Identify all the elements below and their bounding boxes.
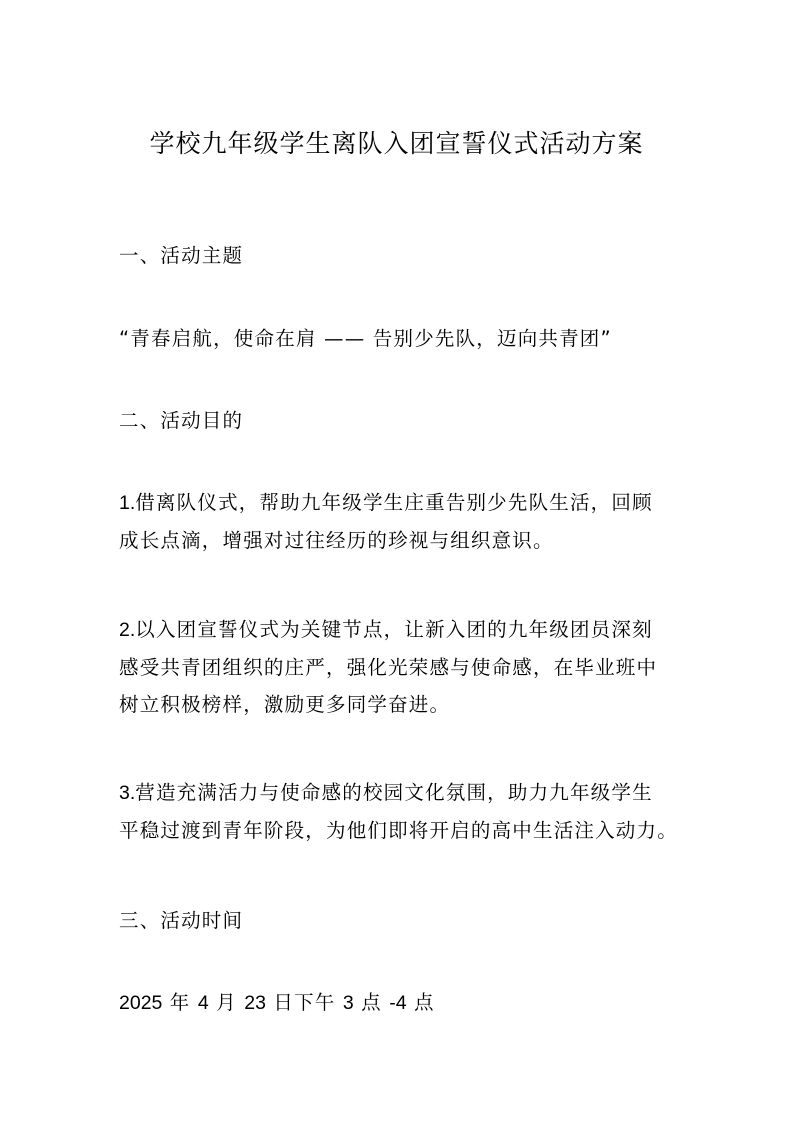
theme-text: “青春启航，使命在肩 —— 告别少先队，迈向共青团” xyxy=(119,327,612,350)
purpose-item-2-line-1 xyxy=(119,611,699,649)
purpose-item-1 xyxy=(119,484,699,559)
time-month: 4 xyxy=(197,992,209,1014)
section-heading-time: 三、活动时间 xyxy=(119,909,244,932)
section-heading-theme: 一、活动主题 xyxy=(119,244,244,267)
time-year-unit: 年 xyxy=(169,991,191,1014)
purpose-item-1-text-1: 借离队仪式，帮助九年级学生庄重告别少先队生活，回顾 xyxy=(135,491,653,514)
purpose-item-1-line-2: 成长点滴，增强对过往经历的珍视与组织意识。 xyxy=(119,529,554,552)
purpose-item-2-line-3: 树立积极榜样，激励更多同学奋进。 xyxy=(119,693,451,716)
purpose-item-2-text-1: 以入团宣誓仪式为关键节点，让新入团的九年级团员深刻 xyxy=(135,618,653,641)
purpose-item-3-line-2: 平稳过渡到青年阶段，为他们即将开启的高中生活注入动力。 xyxy=(119,819,678,842)
purpose-item-3 xyxy=(119,774,699,849)
time-day-unit: 日下午 xyxy=(273,991,336,1014)
purpose-item-3-number: 3. xyxy=(119,782,136,804)
time-start: 3 xyxy=(342,992,354,1014)
time-year: 2025 xyxy=(119,992,163,1014)
time-end: -4 xyxy=(389,992,407,1014)
time-month-unit: 月 xyxy=(216,991,237,1014)
time-day: 23 xyxy=(244,992,266,1014)
purpose-item-2-number: 2. xyxy=(119,619,136,641)
purpose-item-3-line-1 xyxy=(119,774,699,812)
document-title: 学校九年级学生离队入团宣誓仪式活动方案 xyxy=(149,129,644,158)
purpose-item-1-number: 1. xyxy=(119,492,136,514)
section-heading-purpose: 二、活动目的 xyxy=(119,409,244,432)
time-end-unit: 点 xyxy=(414,991,435,1014)
activity-time xyxy=(119,984,699,1022)
purpose-item-2 xyxy=(119,611,699,723)
purpose-item-3-text-1: 营造充满活力与使命感的校园文化氛围，助力九年级学生 xyxy=(135,781,653,804)
purpose-item-2-line-2: 感受共青团组织的庄严，强化光荣感与使命感，在毕业班中 xyxy=(119,656,658,679)
purpose-item-1-line-1 xyxy=(119,484,699,522)
time-start-unit: 点 xyxy=(361,991,382,1014)
